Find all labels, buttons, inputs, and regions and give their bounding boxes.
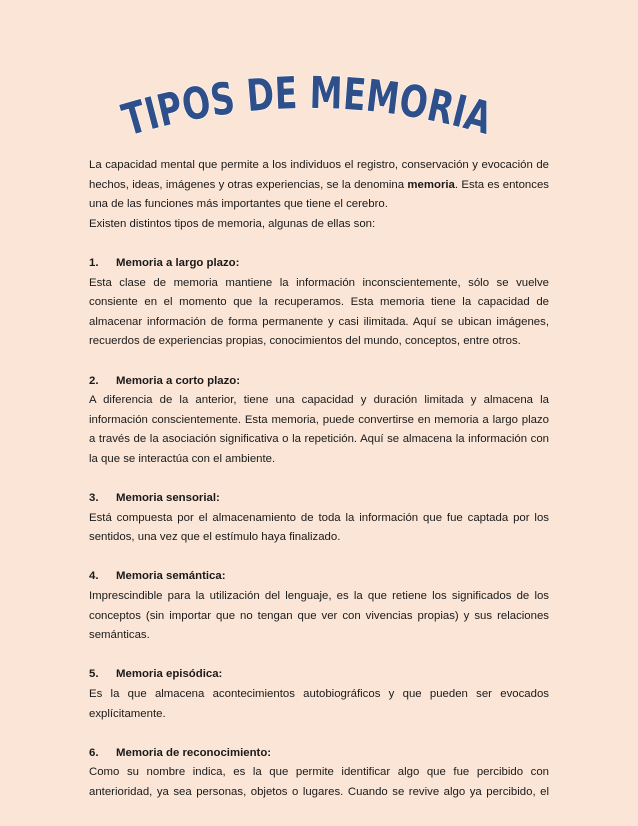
section-heading-1 bbox=[89, 254, 549, 274]
intro-paragraph bbox=[89, 156, 549, 215]
intro-text-end: . Esta es entonces una de las funciones más importantes que tiene el cerebro. bbox=[89, 178, 549, 211]
section-title: Memoria semántica: bbox=[116, 570, 226, 583]
section-number: 5. bbox=[89, 668, 99, 681]
section-body-6: Como su nombre indica, es la que permite identificar algo que fue percibido con anterioridad, ya sea personas, objetos o lugares. Cuando se revive algo ya percibido, el bbox=[89, 766, 549, 798]
section-heading-5 bbox=[89, 665, 549, 685]
title-text bbox=[116, 67, 506, 148]
section-title: Memoria a largo plazo: bbox=[116, 256, 240, 269]
section-number: 6. bbox=[89, 746, 99, 759]
section-title: Memoria episódica: bbox=[116, 668, 223, 681]
section-number: 4. bbox=[89, 570, 99, 583]
section-body-4: Imprescindible para la utilización del lenguaje, es la que retiene los significados de los conceptos (sin importar que no tengan que ver con vivencias propias) y sus relaciones semánticas. bbox=[89, 590, 549, 642]
section-heading-4 bbox=[89, 567, 549, 587]
page-title bbox=[116, 66, 506, 150]
section-heading-6 bbox=[89, 744, 549, 764]
intro-line: Existen distintos tipos de memoria, algunas de ellas son: bbox=[89, 217, 376, 230]
intro-bold-term: memoria bbox=[407, 178, 455, 191]
title-textpath: TIPOS DE MEMORIA bbox=[116, 67, 506, 148]
section-title: Memoria a corto plazo: bbox=[116, 374, 241, 387]
title-wordart bbox=[116, 66, 506, 150]
section-body-2: A diferencia de la anterior, tiene una capacidad y duración limitada y almacena la información conscientemente. Esta memoria, puede convertirse en memoria a largo plazo a través de la asociación significativa o la repetición. Aquí se almacena la información con la que se interactúa con el ambiente. bbox=[89, 394, 549, 465]
section-heading-2 bbox=[89, 372, 549, 392]
section-body-5: Es la que almacena acontecimientos autobiográficos y que pueden ser evocados explícitamente. bbox=[89, 688, 549, 720]
section-title: Memoria sensorial: bbox=[116, 492, 220, 505]
section-body-1: Esta clase de memoria mantiene la información inconscientemente, sólo se vuelve consiente en el momento que la recuperamos. Esta memoria tiene la capacidad de almacenar información de forma permanente y casi ilimitada. Aquí se ubican imágenes, recuerdos de experiencias propias, conocimientos del mundo, conceptos, entre otros. bbox=[89, 276, 549, 348]
section-number: 2. bbox=[89, 374, 99, 387]
document-body bbox=[89, 156, 549, 803]
section-body-3: Está compuesta por el almacenamiento de toda la información que fue captada por los sentidos, una vez que el estímulo haya finalizado. bbox=[89, 511, 549, 544]
section-number: 3. bbox=[89, 492, 99, 505]
section-title: Memoria de reconocimiento: bbox=[116, 746, 272, 759]
section-heading-3 bbox=[89, 489, 549, 509]
intro-text: La capacidad mental que permite a los individuos el registro, conservación y evocación de hechos, ideas, imágenes y otras experiencias, se la denomina bbox=[89, 159, 549, 191]
section-number: 1. bbox=[89, 256, 99, 269]
